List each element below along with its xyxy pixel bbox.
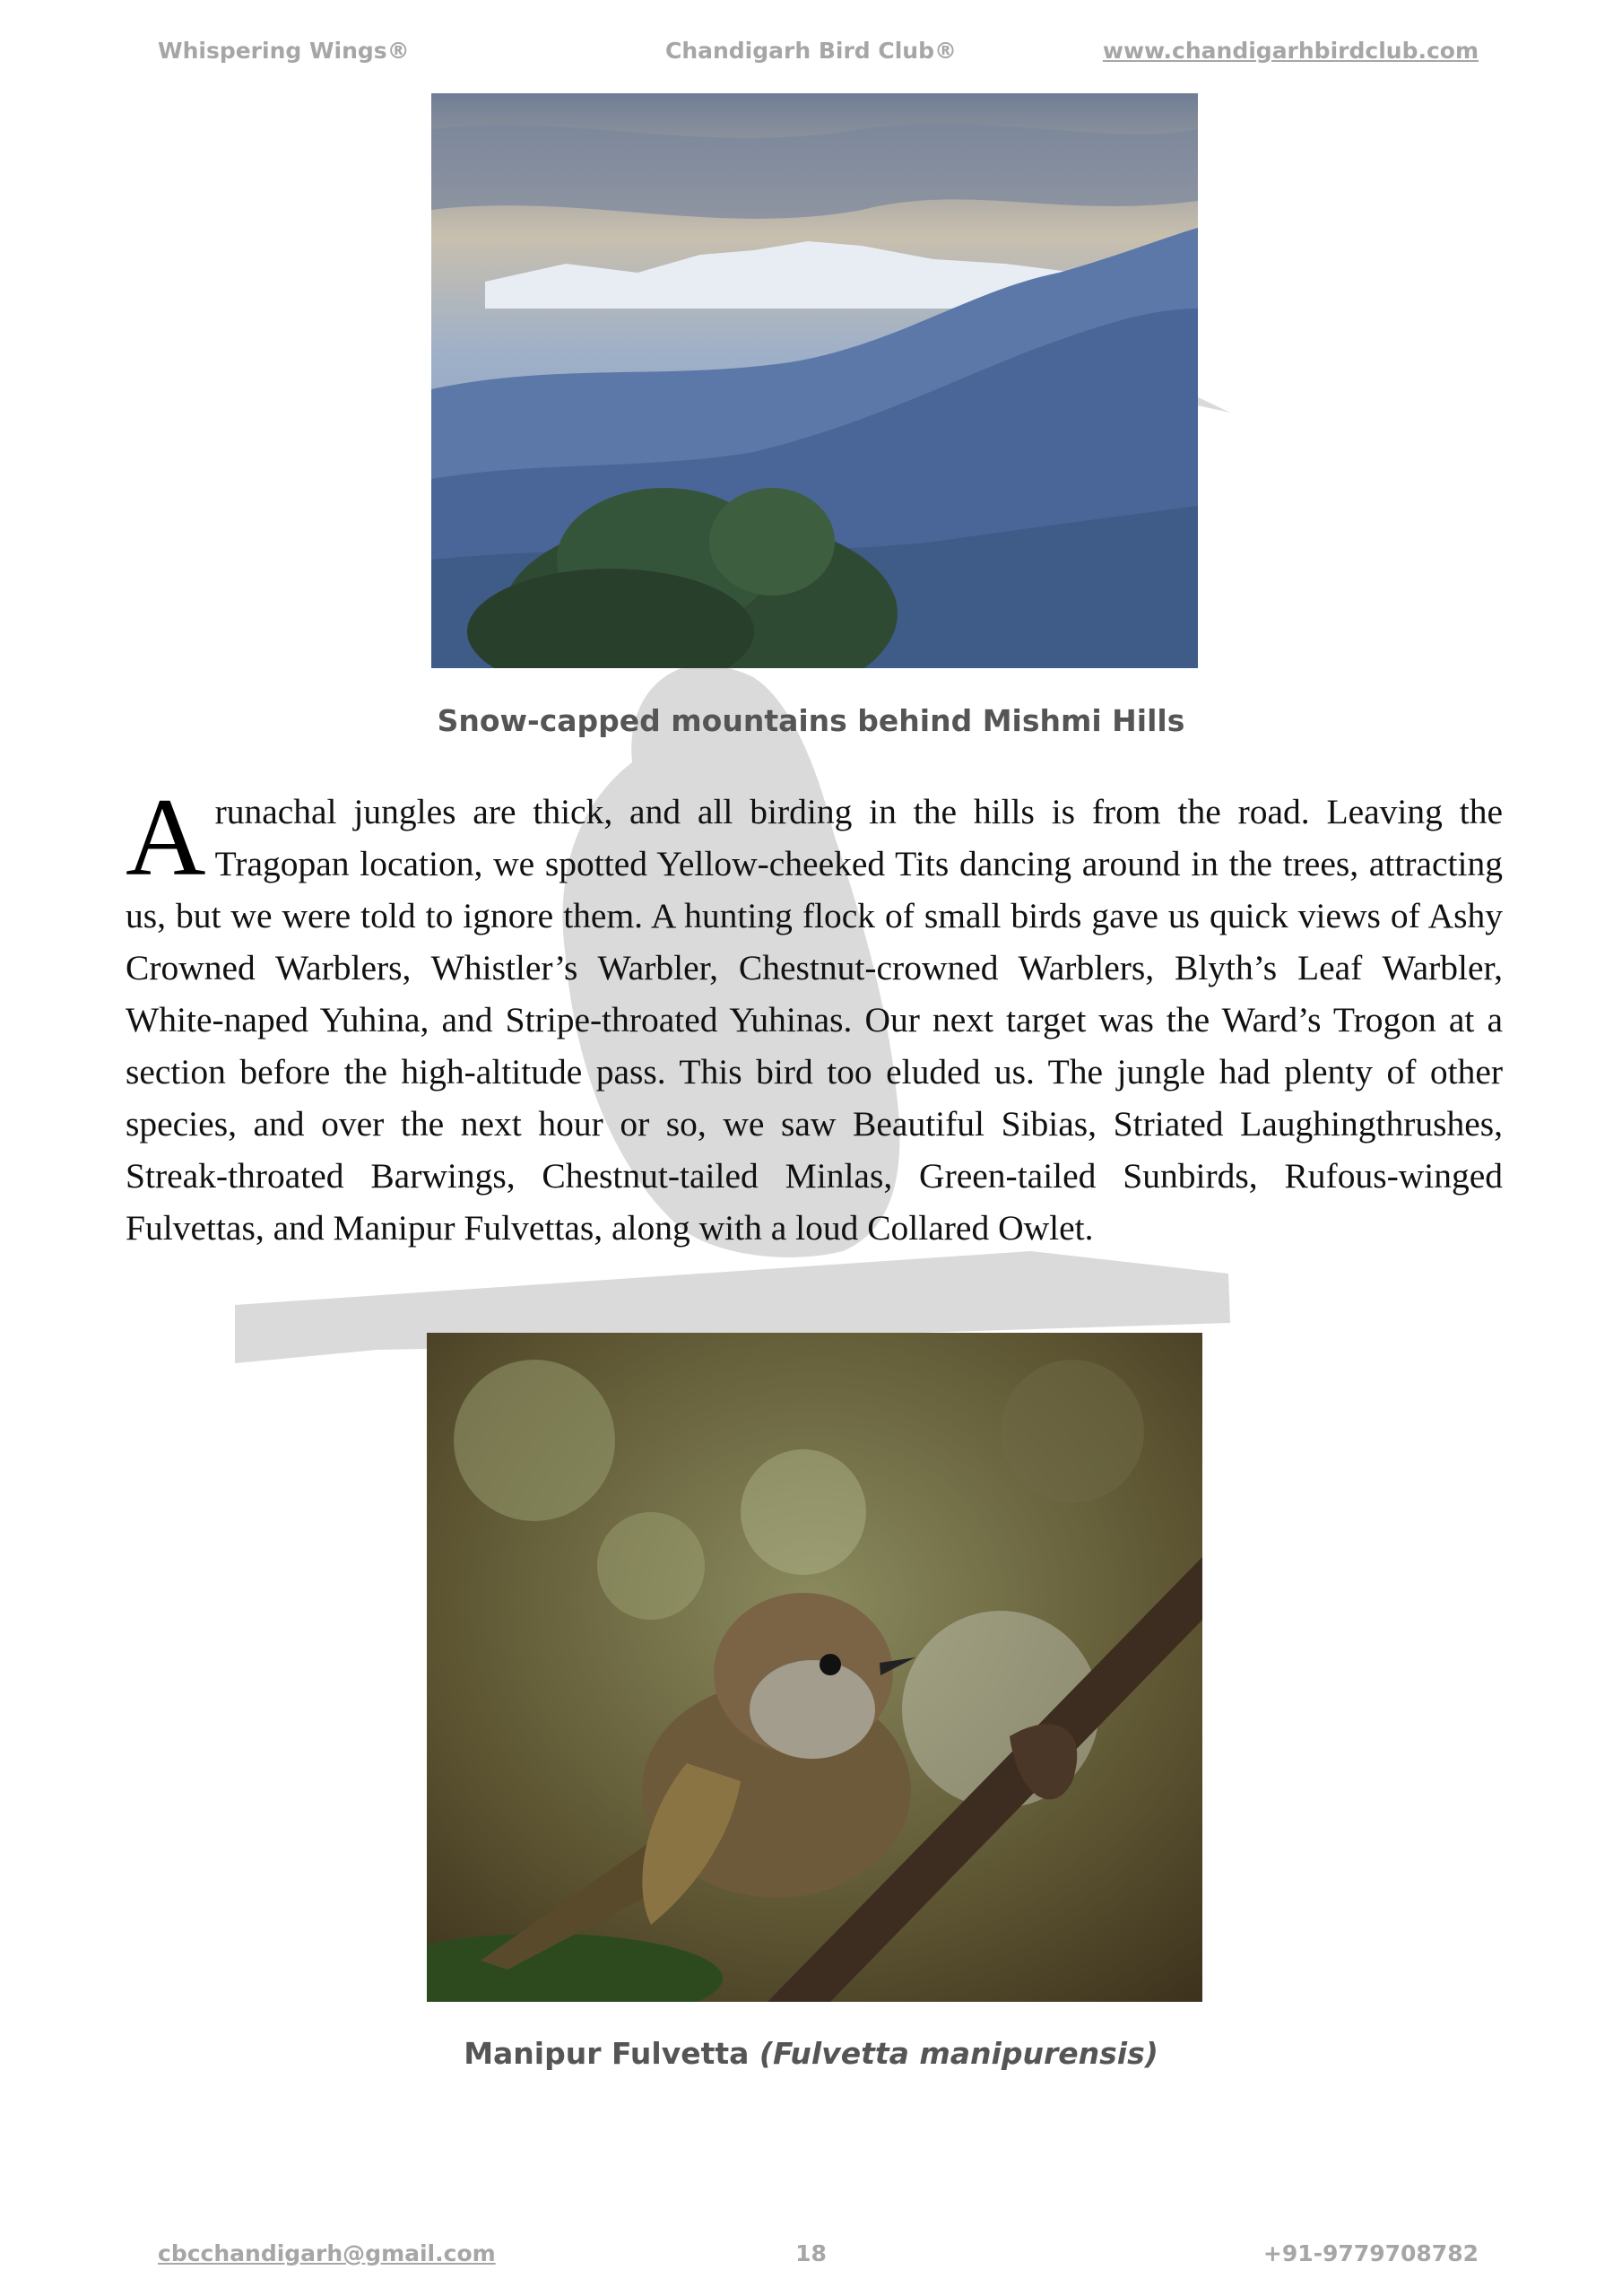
mountains-caption: Snow-capped mountains behind Mishmi Hills [437,703,1185,738]
article-text: runachal jungles are thick, and all birding in the hills is from the road. Leaving the Tragopan location, we spotted Yellow-cheeked Tits dancing around in the trees, attracting us, but we were told to ignore them. A hunting flock of small birds gave us quick views of Ashy Crowned Warblers, Whistler’s Warbler, Chestnut-crowned Warblers, Blyth’s Leaf Warbler, White-naped Yuhina, and Stripe-throated Yuhinas. Our next target was the Ward’s Trogon at a section before the high-altitude pass. This bird too eluded us. The jungle had plenty of other species, and over the next hour or so, we saw Beautiful Sibias, Striated Laughingthrushes, Streak-throated Barwings, Chestnut-tailed Minlas, Green-tailed Sunbirds, Rufous-winged Fulvettas, and Manipur Fulvettas, along with a loud Collared Owlet. [126,792,1503,1248]
article-paragraph [126,776,1503,1254]
website-link[interactable]: www.chandigarhbirdclub.com [1102,38,1479,64]
fulvetta-scientific-name: (Fulvetta manipurensis) [759,2036,1158,2071]
page-footer [0,2240,1622,2273]
club-name: Chandigarh Bird Club® [664,38,958,64]
page-header [0,38,1622,70]
page-number: 18 [795,2240,827,2266]
phone-number: +91-9779708782 [1262,2240,1479,2266]
email-link[interactable]: cbcchandigarh@gmail.com [158,2240,496,2266]
fulvetta-photo [427,1333,1202,2002]
publication-title: Whispering Wings® [158,38,410,64]
mountains-photo [431,93,1198,668]
drop-cap: A [126,776,206,899]
fulvetta-caption [0,2036,1622,2071]
fulvetta-common-name: Manipur Fulvetta [464,2036,750,2071]
